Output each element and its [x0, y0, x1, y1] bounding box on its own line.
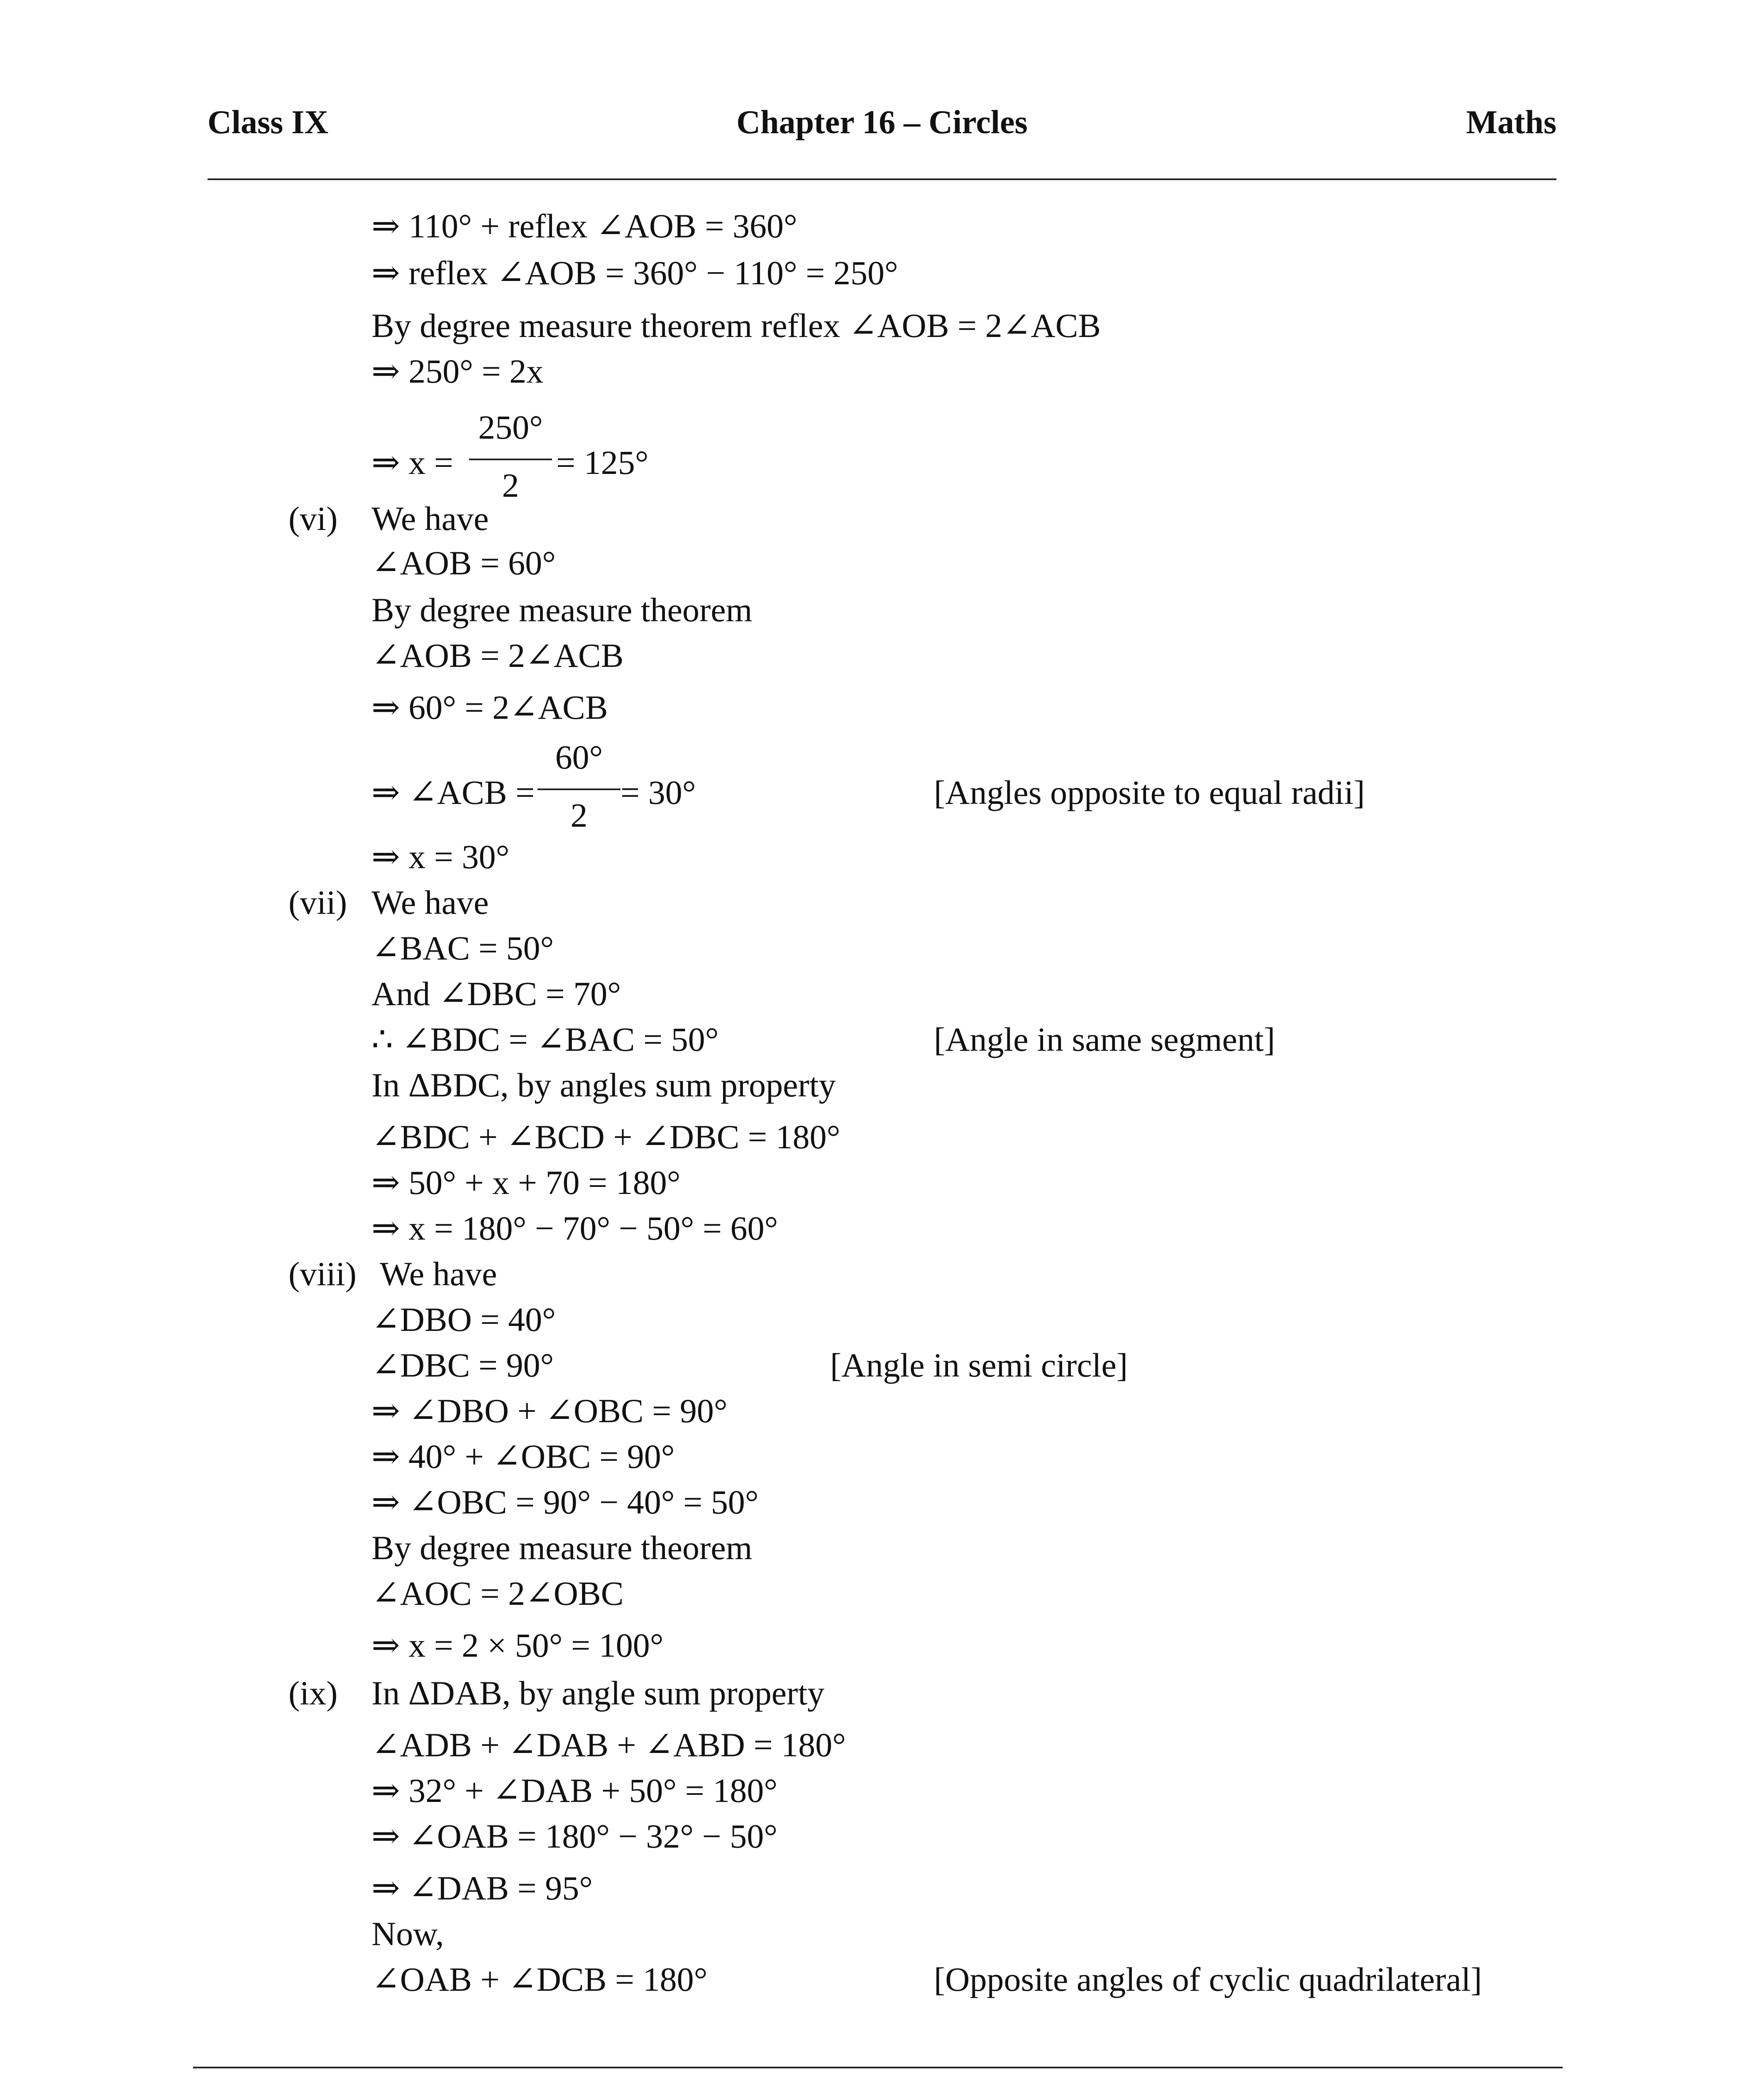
part-marker-vii: (vii) — [288, 884, 347, 921]
step-line: ⇒ ∠DBO + ∠OBC = 90° — [371, 1392, 728, 1430]
step-line: ⇒ 50° + x + 70 = 180° — [371, 1164, 681, 1201]
step-line: ⇒ reflex ∠AOB = 360° − 110° = 250° — [371, 254, 898, 292]
part-marker-vi: (vi) — [288, 500, 338, 537]
step-line: By degree measure theorem reflex ∠AOB = 2∠ACB — [371, 307, 1101, 344]
fraction-denominator: 2 — [502, 466, 519, 504]
fraction-lead: ⇒ x = — [371, 444, 453, 481]
part-marker-ix: (ix) — [288, 1674, 338, 1712]
class-label: Class IX — [208, 104, 329, 141]
step-line: ⇒ 40° + ∠OBC = 90° — [371, 1438, 675, 1475]
fraction-lead: ⇒ ∠ACB = — [371, 774, 535, 811]
step-line: ∠AOB = 60° — [371, 544, 556, 582]
step-line: ∠DBO = 40° — [371, 1301, 556, 1338]
footer-divider — [193, 2067, 1563, 2068]
step-line: ⇒ x = 180° − 70° − 50° = 60° — [371, 1209, 778, 1247]
reason-note: [Angle in semi circle] — [830, 1346, 1128, 1384]
reason-note: [Angles opposite to equal radii] — [934, 774, 1365, 811]
step-line: ⇒ x = 30° — [371, 838, 510, 876]
step-line: In ΔBDC, by angles sum property — [371, 1066, 836, 1104]
step-line: And ∠DBC = 70° — [371, 975, 621, 1013]
step-line: We have — [371, 500, 489, 537]
subject-label: Maths — [1466, 104, 1556, 141]
step-line: ∠ADB + ∠DAB + ∠ABD = 180° — [371, 1726, 846, 1764]
step-line: By degree measure theorem — [371, 591, 753, 629]
part-marker-viii: (viii) — [288, 1255, 357, 1293]
step-line: ⇒ ∠OAB = 180° − 32° − 50° — [371, 1817, 778, 1855]
step-line: ⇒ ∠OBC = 90° − 40° = 50° — [371, 1483, 759, 1521]
step-line: ⇒ 60° = 2∠ACB — [371, 688, 608, 726]
step-line: ∠BAC = 50° — [371, 929, 554, 967]
fraction-result: = 125° — [556, 444, 649, 481]
fraction-step — [371, 739, 787, 847]
step-line: Now, — [371, 1915, 444, 1953]
step-line: We have — [380, 1255, 497, 1293]
fraction-result: = 30° — [621, 774, 696, 811]
step-line: By degree measure theorem — [371, 1529, 753, 1567]
fraction-denominator: 2 — [570, 796, 588, 834]
reason-note: [Angle in same segment] — [934, 1020, 1275, 1058]
step-line: ∠DBC = 90° — [371, 1346, 554, 1384]
step-line: ⇒ 32° + ∠DAB + 50° = 180° — [371, 1772, 778, 1809]
chapter-title: Chapter 16 – Circles — [736, 104, 1028, 141]
step-line: ⇒ ∠DAB = 95° — [371, 1869, 593, 1907]
fraction-bar — [538, 788, 621, 790]
step-line: ⇒ 250° = 2x — [371, 352, 544, 390]
step-line: In ΔDAB, by angle sum property — [371, 1674, 825, 1712]
step-line: ∠BDC + ∠BCD + ∠DBC = 180° — [371, 1118, 840, 1156]
step-line: ⇒ x = 2 × 50° = 100° — [371, 1626, 664, 1664]
step-line: We have — [371, 884, 489, 921]
fraction-numerator: 250° — [478, 408, 543, 446]
step-line: ∠AOB = 2∠ACB — [371, 637, 624, 674]
fraction-numerator: 60° — [555, 738, 603, 776]
step-line: ∠AOC = 2∠OBC — [371, 1575, 624, 1612]
step-line: ∴ ∠BDC = ∠BAC = 50° — [371, 1020, 719, 1058]
step-line: ⇒ 110° + reflex ∠AOB = 360° — [371, 207, 797, 245]
step-line: ∠OAB + ∠DCB = 180° — [371, 1960, 708, 1998]
fraction-bar — [469, 459, 552, 460]
reason-note: [Opposite angles of cyclic quadrilateral] — [934, 1960, 1482, 1998]
